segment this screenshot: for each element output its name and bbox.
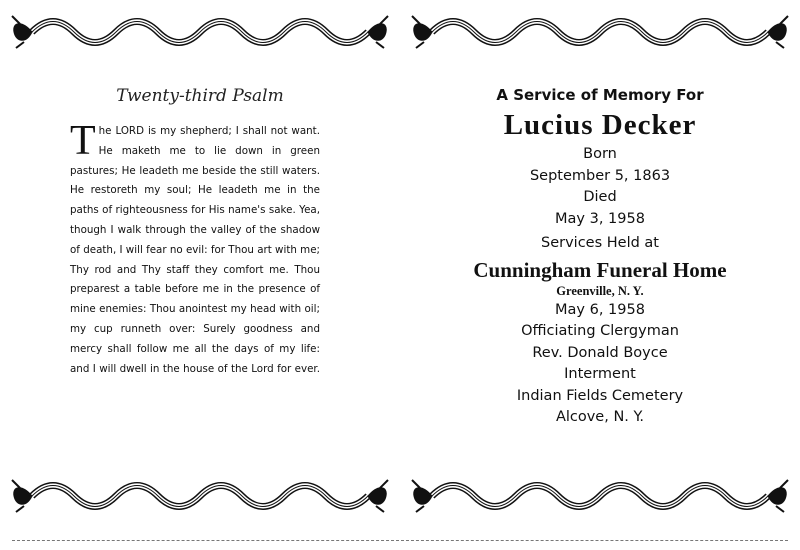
died-label: Died bbox=[583, 189, 617, 205]
services-label: Services Held at bbox=[541, 235, 659, 251]
service-date: May 6, 1958 bbox=[555, 301, 645, 318]
cemetery-name: Indian Fields Cemetery bbox=[516, 387, 684, 404]
ribbon-border-bottom bbox=[10, 478, 390, 514]
psalm-text bbox=[70, 118, 320, 379]
clergy-name: Rev. Donald Boyce bbox=[532, 344, 668, 361]
ribbon-border-top bbox=[10, 14, 390, 50]
psalm-title: Twenty-third Psalm bbox=[116, 86, 284, 106]
right-page bbox=[400, 0, 800, 550]
died-date: May 3, 1958 bbox=[555, 210, 645, 227]
cemetery-town: Alcove, N. Y. bbox=[555, 409, 645, 425]
page-fold-rule bbox=[12, 540, 788, 541]
funeral-home-name: Cunningham Funeral Home bbox=[473, 257, 727, 282]
ribbon-border-bottom bbox=[410, 478, 790, 514]
interment-label: Interment bbox=[564, 366, 636, 382]
drop-cap: T bbox=[70, 118, 96, 164]
service-heading: A Service of Memory For bbox=[496, 86, 704, 104]
psalm-body-text: he LORD is my shepherd; I shall not want. He maketh me to lie down in green pastures; He leadeth me beside the still waters. He restoreth my soul; He leadeth me in the paths of righteousness for His name's sake. Yea, though I walk through the valley of the shadow of death, I will fear no evil: for Thou art with me; Thy rod and Thy staff they comfort me. Thou preparest a table before me in the presence of mine enemies: Thou anointest my head with oil; my cup runneth over: Surely goodness and mercy shall follow me all the days of my life: and I will dwell in the house of the Lord for ever. bbox=[70, 125, 320, 375]
deceased-name: Lucius Decker bbox=[503, 109, 697, 141]
ribbon-border-top bbox=[410, 14, 790, 50]
memorial-card bbox=[400, 84, 800, 429]
clergy-label: Officiating Clergyman bbox=[521, 323, 679, 339]
born-date: September 5, 1863 bbox=[529, 167, 671, 184]
funeral-home-town: Greenville, N. Y. bbox=[556, 283, 644, 298]
born-label: Born bbox=[583, 146, 617, 162]
